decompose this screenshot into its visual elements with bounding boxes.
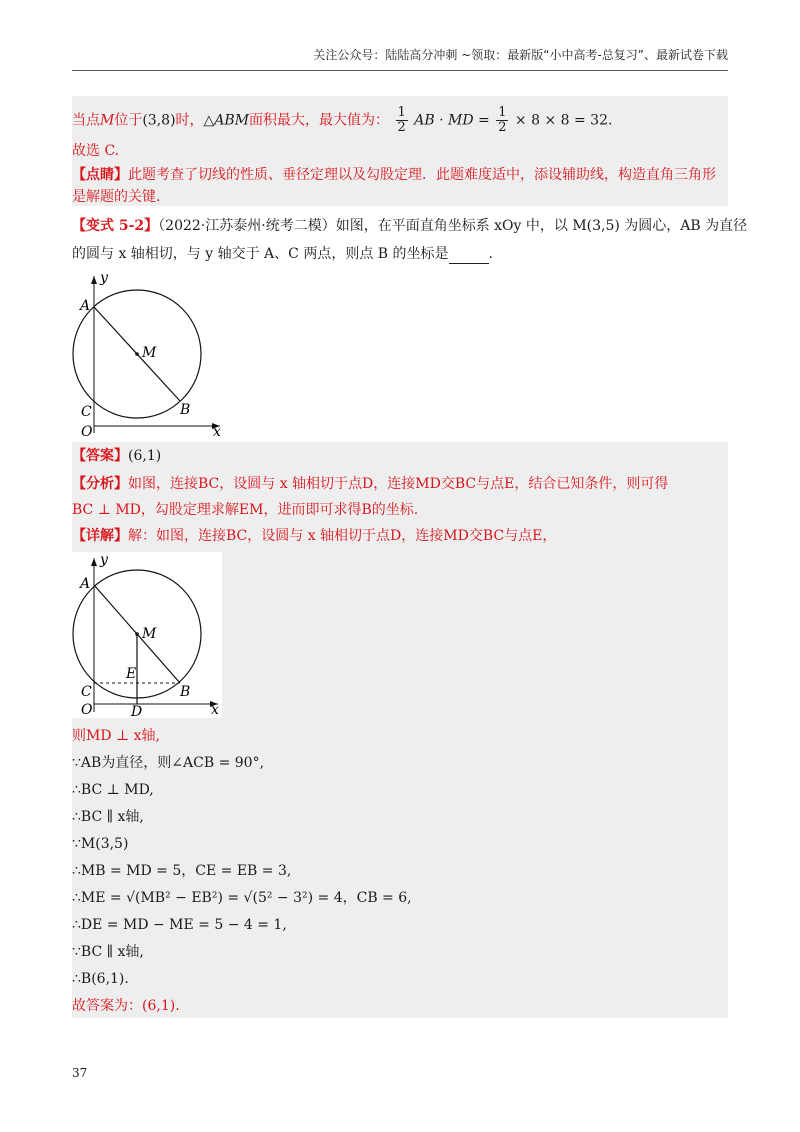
step-line: ∴BC ⊥ MD, [72, 782, 154, 798]
label-d: D [131, 704, 143, 718]
max-area-line: 当点M位于(3,8)时，△ABM面积最大，最大值为： $\frac{1}{2}$ AB · MD = $\frac{1}{2}$ × 8 × 8 = 32. [72, 105, 613, 135]
label-m: M [142, 626, 157, 642]
label-b: B [180, 684, 191, 700]
answer-blank [449, 249, 489, 264]
answer-line: 【答案】(6,1) [72, 448, 162, 464]
step-line: ∴B(6,1). [72, 971, 129, 987]
problem-line-1: 【变式 5-2】（2022·江苏泰州·统考二模）如图，在平面直角坐标系 xOy 中，以 M(3,5) 为圆心，AB 为直径 [72, 218, 748, 234]
center-point-m [135, 352, 139, 356]
y-axis-arrow [91, 276, 97, 284]
figure-1-circle-diagram [72, 268, 232, 440]
step-line: ∴DE = MD − ME = 5 − 4 = 1, [72, 917, 287, 933]
y-axis-arrow [91, 558, 97, 566]
label-y: y [100, 270, 108, 286]
center-point-m [135, 632, 139, 636]
label-o: O [81, 424, 93, 440]
label-y: y [100, 552, 108, 568]
comment-line-2: 是解题的关键． [72, 189, 170, 205]
step-line: ∵BC ∥ x轴, [72, 944, 144, 960]
solution-block [72, 442, 728, 1018]
step-line: 则MD ⊥ x轴, [72, 728, 160, 744]
step-line: ∵AB为直径，则∠ACB = 90°, [72, 755, 265, 771]
problem-block [72, 216, 748, 266]
step-line: ∴MB = MD = 5，CE = EB = 3, [72, 863, 292, 879]
label-o: O [81, 702, 93, 718]
label-b: B [180, 402, 191, 418]
page-number: 37 [72, 1066, 88, 1080]
label-x: x [213, 424, 221, 440]
label-a: A [80, 298, 91, 314]
analysis-line-2: BC ⊥ MD，勾股定理求解EM，进而即可求得B的坐标. [72, 502, 419, 518]
detail-line-1: 【详解】解：如图，连接BC，设圆与 x 轴相切于点D，连接MD交BC与点E， [72, 528, 557, 544]
label-a: A [80, 576, 91, 592]
header-rule [72, 70, 728, 71]
final-answer-line: 故答案为：(6,1). [72, 998, 180, 1014]
page-header: 关注公众号：陆陆高分冲刺 ~领取：最新版“小中高考-总复习”、最新试卷下载 [313, 48, 728, 62]
figure-2-construction-diagram [72, 552, 222, 718]
choose-line: 故选 C. [72, 143, 120, 159]
analysis-line-1: 【分析】如图，连接BC，设圆与 x 轴相切于点D，连接MD交BC与点E，结合已知条件，则可得 [72, 476, 669, 492]
label-e: E [126, 666, 137, 682]
previous-solution-block [72, 96, 728, 206]
step-line: ∵M(3,5) [72, 836, 129, 852]
label-m: M [142, 345, 157, 361]
label-c: C [81, 404, 92, 420]
step-line: ∴ME = √(MB² − EB²) = √(5² − 3²) = 4，CB = 6, [72, 890, 412, 906]
label-c: C [81, 684, 92, 700]
step-line: ∴BC ∥ x轴, [72, 809, 144, 825]
comment-line-1: 【点睛】此题考查了切线的性质、垂径定理以及勾股定理．此题难度适中，添设辅助线，构造直角三角形 [72, 167, 716, 183]
label-x: x [211, 702, 219, 718]
problem-line-2: 的圆与 x 轴相切，与 y 轴交于 A、C 两点，则点 B 的坐标是 . [72, 246, 493, 262]
